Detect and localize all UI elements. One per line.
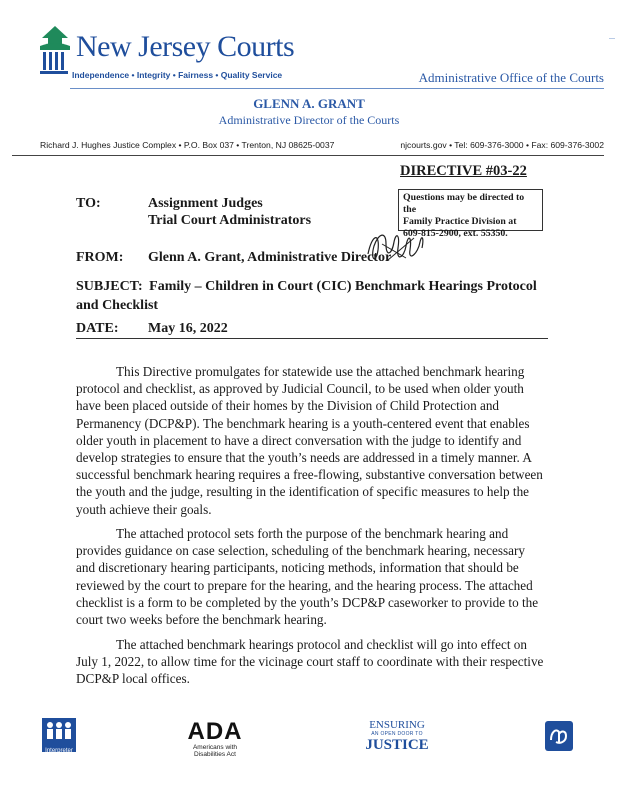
org-tagline: Independence • Integrity • Fairness • Quality Service [72, 70, 283, 80]
subject-label: SUBJECT: [76, 279, 143, 294]
questions-line: 609-815-2900, ext. 55350. [403, 228, 508, 239]
ada-sub-line: Americans with [192, 744, 238, 751]
justice-mid: AN OPEN DOOR TO [371, 731, 423, 737]
to-recipient: Trial Court Administrators [148, 213, 312, 228]
justice-bottom: JUSTICE [365, 737, 429, 753]
interpreter-label: Interpreter [45, 748, 73, 754]
ada-sub-line: Disabilities Act [194, 751, 236, 758]
contact-line: njcourts.gov • Tel: 609-376-3000 • Fax: 609-376-3002 [400, 140, 604, 150]
interpreter-badge [42, 718, 76, 752]
address-divider [12, 155, 604, 156]
subject-line [76, 277, 546, 315]
address-line: Richard J. Hughes Justice Complex • P.O. Box 037 • Trenton, NJ 08625-0037 [40, 140, 335, 150]
nj-courts-logo-icon [38, 24, 72, 76]
director-title: Administrative Director of the Courts [218, 113, 400, 127]
letterhead-divider [70, 88, 604, 89]
to-recipient: Assignment Judges [148, 196, 263, 211]
body-paragraph: This Directive promulgates for statewide use the attached benchmark hearing protocol and checklist, as approved by Judicial Council, to be used when older youth have been placed outside of their homes by the Division of Child Protection and Permanency (DCP&P). The benchmark hearing is a youth-centered event that enables older youth in placement to have a direct conversation with the judge to identify and develop strategies to ensure that the youth’s needs are addressed in a timely manner. A successful benchmark hearing requires a free-flowing, substantive conversation between the youth and the judge, resulting in the identification of specific measures to help the youth achieve their goals. [76, 364, 543, 517]
office-name: Administrative Office of the Courts [418, 70, 604, 85]
from-label: FROM: [76, 250, 124, 265]
sign-language-icon [544, 720, 574, 752]
justice-top: ENSURING [369, 719, 425, 731]
body-paragraph: The attached benchmark hearings protocol and checklist will go into effect on July 1, 2022, to allow time for the vicinage court staff to coordinate with their respective DCP&P local offices. [76, 637, 544, 687]
director-name: GLENN A. GRANT [253, 96, 365, 111]
directive-number: DIRECTIVE #03-22 [400, 163, 527, 179]
ada-label: ADA [187, 718, 243, 745]
questions-line: Questions may be directed to the [403, 192, 525, 215]
justice-badge [364, 720, 430, 753]
date-label: DATE: [76, 321, 119, 336]
signature-icon [362, 224, 428, 270]
to-label: TO: [76, 196, 101, 211]
date-value: May 16, 2022 [148, 321, 228, 336]
body-paragraph: The attached protocol sets forth the purpose of the benchmark hearing and provides guidance on case selection, scheduling of the benchmark hearing, necessary and discretionary hearing participants, noticing methods, information that should be reviewed by the court to prepare for the hearing, and the hearing process. The attached checklist is a form to be completed by the youth’s DCP&P caseworker to provide to the court two weeks before the benchmark hearing. [76, 526, 539, 628]
interpreter-icon [42, 718, 76, 742]
from-value: Glenn A. Grant, Administrative Director [148, 250, 392, 265]
subject-value: Family – Children in Court (CIC) Benchmark Hearings Protocol and Checklist [76, 279, 537, 313]
ada-badge [180, 720, 250, 758]
questions-line: Family Practice Division at [403, 216, 517, 227]
org-name: New Jersey Courts [76, 30, 295, 63]
margin-mark [609, 38, 615, 39]
header-divider [76, 338, 548, 339]
